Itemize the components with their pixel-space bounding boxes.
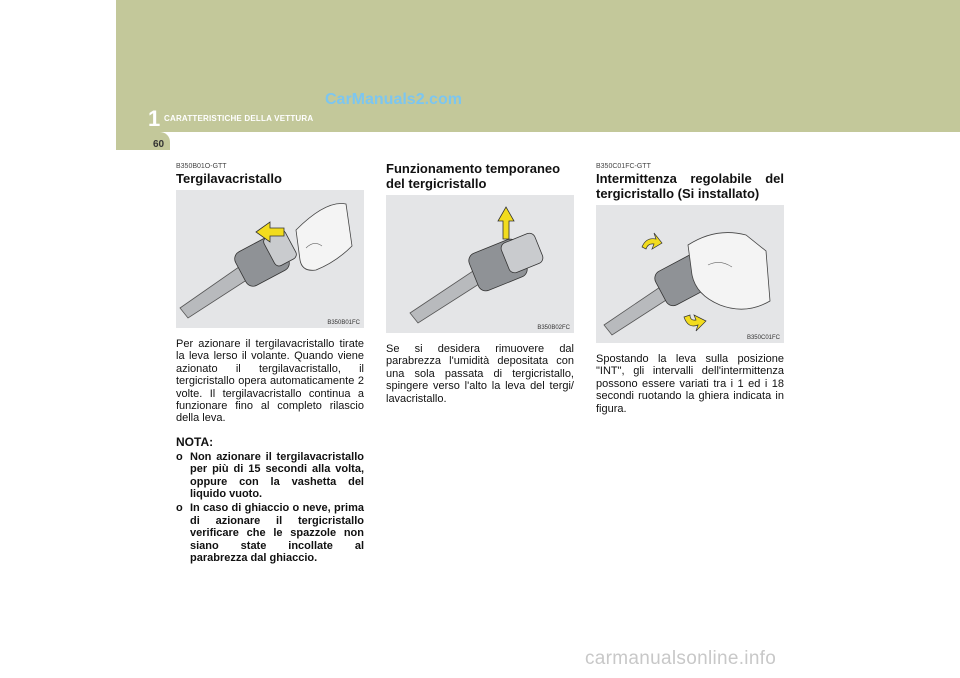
section-intermittenza bbox=[596, 160, 784, 415]
section-title: Funzionamento temporaneo del tergicristallo bbox=[386, 161, 561, 191]
chapter-number: 1 bbox=[148, 106, 161, 131]
lever-push-illustration bbox=[386, 195, 574, 333]
rotate-arrow-icon bbox=[684, 315, 706, 331]
footer-watermark[interactable]: carmanualsonline.info bbox=[585, 648, 777, 669]
list-item: o In caso di ghiaccio o neve, prima di azionare il tergicristallo verificare che le spazzole non siano state incollate al parabrezza dal ghiaccio. bbox=[176, 502, 364, 565]
push-up-arrow-icon bbox=[498, 207, 514, 239]
section-code: B350C01FC-GTT bbox=[596, 163, 651, 170]
watermark-top[interactable]: CarManuals2.com bbox=[325, 91, 462, 108]
section-funzionamento-temporaneo bbox=[386, 160, 574, 405]
rotate-arrow-icon bbox=[642, 233, 662, 249]
figure-code: B350C01FC bbox=[746, 335, 780, 341]
chapter-title: CARATTERISTICHE DELLA VETTURA bbox=[164, 114, 314, 123]
section-title: Tergilavacristallo bbox=[176, 171, 282, 186]
lever-pull-illustration bbox=[176, 190, 364, 328]
body-paragraph: Spostando la leva sulla posizione "INT", gli intervalli dell'intermittenza possono essere variati tra i 1 ed i 18 secondi ruotando la ghiera indicata in figura. bbox=[596, 353, 784, 415]
body-paragraph: Per azionare il tergilavacristallo tirate la leva lerso il volante. Quando viene azionato il tergilavacristallo, il tergicristallo opera automaticamente 2 volte. Il tergilavacristallo continua a funzionare fino al completo rilascio della leva. bbox=[176, 338, 364, 425]
figure-code: B350B02FC bbox=[537, 325, 570, 331]
section-code: B350B01O-GTT bbox=[176, 163, 227, 170]
nota-label: NOTA: bbox=[176, 434, 214, 449]
ring-rotate-illustration bbox=[596, 205, 784, 343]
figure-code: B350B01FC bbox=[327, 320, 360, 326]
page-number: 60 bbox=[153, 139, 165, 150]
body-paragraph: Se si desidera rimuovere dal parabrezza l'umidità depositata con una sola passata di tergicristallo, spingere verso l'alto la leva del tergi/ lavacristallo. bbox=[386, 343, 574, 405]
header-band bbox=[116, 0, 960, 132]
section-title: Intermittenza regolabile del tergicristallo (Si installato) bbox=[596, 171, 784, 201]
figure-lever-push bbox=[386, 195, 574, 333]
notes-list bbox=[176, 451, 364, 565]
section-tergilavacristallo bbox=[176, 160, 364, 565]
list-item: o Non azionare il tergilavacristallo per più di 15 secondi alla volta, oppure con la vashetta del liquido vuoto. bbox=[176, 450, 364, 501]
figure-ring-rotate bbox=[596, 205, 784, 343]
figure-lever-pull bbox=[176, 190, 364, 328]
